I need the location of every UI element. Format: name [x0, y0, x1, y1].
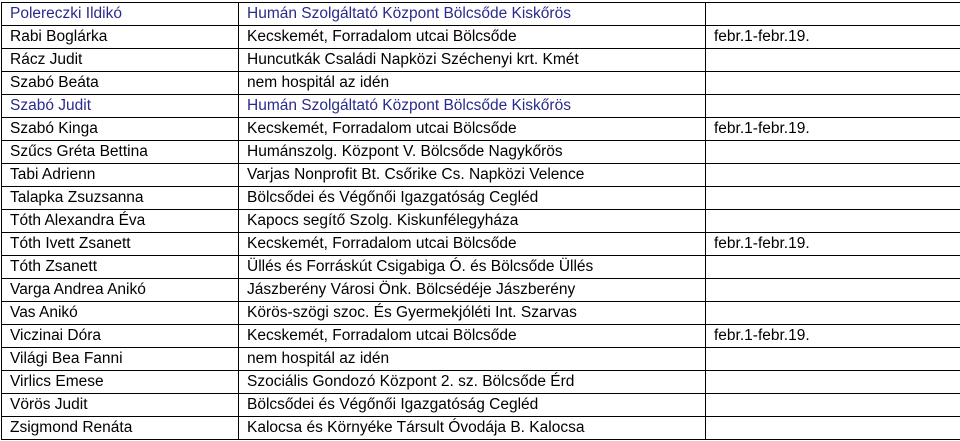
name-cell: Szabó Kinga: [2, 118, 239, 141]
period-cell: [706, 164, 960, 187]
place-cell: Kecskemét, Forradalom utcai Bölcsőde: [239, 26, 706, 49]
name-cell: Világi Bea Fanni: [2, 348, 239, 371]
table-row: [2, 417, 960, 440]
table-row: [2, 394, 960, 417]
period-cell: [706, 348, 960, 371]
name-cell: Szabó Beáta: [2, 72, 239, 95]
period-cell: [706, 279, 960, 302]
name-cell: Szabó Judit: [2, 95, 239, 118]
table-row: [2, 141, 960, 164]
table-row: [2, 256, 960, 279]
table-row: [2, 164, 960, 187]
name-cell: Rácz Judit: [2, 49, 239, 72]
table-row: [2, 279, 960, 302]
period-cell: [706, 256, 960, 279]
period-cell: febr.1-febr.19.: [706, 325, 960, 348]
place-cell: nem hospitál az idén: [239, 72, 706, 95]
table-row: [2, 348, 960, 371]
place-cell: Humán Szolgáltató Központ Bölcsőde Kiskőrös: [239, 3, 706, 26]
name-cell: Varga Andrea Anikó: [2, 279, 239, 302]
place-cell: Bölcsődei és Végőnői Igazgatóság Cegléd: [239, 394, 706, 417]
table-row: [2, 3, 960, 26]
name-cell: Viczinai Dóra: [2, 325, 239, 348]
period-cell: [706, 72, 960, 95]
period-cell: [706, 302, 960, 325]
place-cell: Kecskemét, Forradalom utcai Bölcsőde: [239, 325, 706, 348]
table-row: [2, 210, 960, 233]
table-row: [2, 26, 960, 49]
name-cell: Tóth Ivett Zsanett: [2, 233, 239, 256]
name-cell: Zsigmond Renáta: [2, 417, 239, 440]
period-cell: [706, 141, 960, 164]
name-cell: Tóth Zsanett: [2, 256, 239, 279]
period-cell: [706, 187, 960, 210]
table-row: [2, 233, 960, 256]
name-cell: Tóth Alexandra Éva: [2, 210, 239, 233]
table-row: [2, 187, 960, 210]
place-cell: Kecskemét, Forradalom utcai Bölcsőde: [239, 233, 706, 256]
period-cell: [706, 95, 960, 118]
name-cell: Vas Anikó: [2, 302, 239, 325]
place-cell: Körös-szögi szoc. És Gyermekjóléti Int. Szarvas: [239, 302, 706, 325]
name-cell: Szűcs Gréta Bettina: [2, 141, 239, 164]
place-cell: Üllés és Forráskút Csigabiga Ó. és Bölcsőde Üllés: [239, 256, 706, 279]
table-row: [2, 325, 960, 348]
place-cell: Kalocsa és Környéke Társult Óvodája B. Kalocsa: [239, 417, 706, 440]
place-cell: Jászberény Városi Önk. Bölcsédéje Jászberény: [239, 279, 706, 302]
place-cell: Humánszolg. Központ V. Bölcsőde Nagykőrös: [239, 141, 706, 164]
roster-body: [2, 3, 960, 440]
period-cell: [706, 417, 960, 440]
place-cell: Kapocs segítő Szolg. Kiskunfélegyháza: [239, 210, 706, 233]
name-cell: Vörös Judit: [2, 394, 239, 417]
place-cell: Huncutkák Családi Napközi Széchenyi krt. Kmét: [239, 49, 706, 72]
name-cell: Talapka Zsuzsanna: [2, 187, 239, 210]
period-cell: [706, 371, 960, 394]
place-cell: Varjas Nonprofit Bt. Csőrike Cs. Napközi Velence: [239, 164, 706, 187]
place-cell: Kecskemét, Forradalom utcai Bölcsőde: [239, 118, 706, 141]
name-cell: Polereczki Ildikó: [2, 3, 239, 26]
period-cell: febr.1-febr.19.: [706, 118, 960, 141]
name-cell: Tabi Adrienn: [2, 164, 239, 187]
name-cell: Virlics Emese: [2, 371, 239, 394]
period-cell: febr.1-febr.19.: [706, 26, 960, 49]
table-row: [2, 72, 960, 95]
roster-table: [1, 2, 960, 440]
place-cell: Bölcsődei és Végőnői Igazgatóság Cegléd: [239, 187, 706, 210]
table-row: [2, 371, 960, 394]
period-cell: febr.1-febr.19.: [706, 233, 960, 256]
place-cell: Szociális Gondozó Központ 2. sz. Bölcsőde Érd: [239, 371, 706, 394]
table-row: [2, 118, 960, 141]
place-cell: Humán Szolgáltató Központ Bölcsőde Kiskőrös: [239, 95, 706, 118]
table-row: [2, 49, 960, 72]
place-cell: nem hospitál az idén: [239, 348, 706, 371]
name-cell: Rabi Boglárka: [2, 26, 239, 49]
period-cell: [706, 3, 960, 26]
table-row: [2, 302, 960, 325]
table-row: [2, 95, 960, 118]
period-cell: [706, 49, 960, 72]
period-cell: [706, 210, 960, 233]
period-cell: [706, 394, 960, 417]
